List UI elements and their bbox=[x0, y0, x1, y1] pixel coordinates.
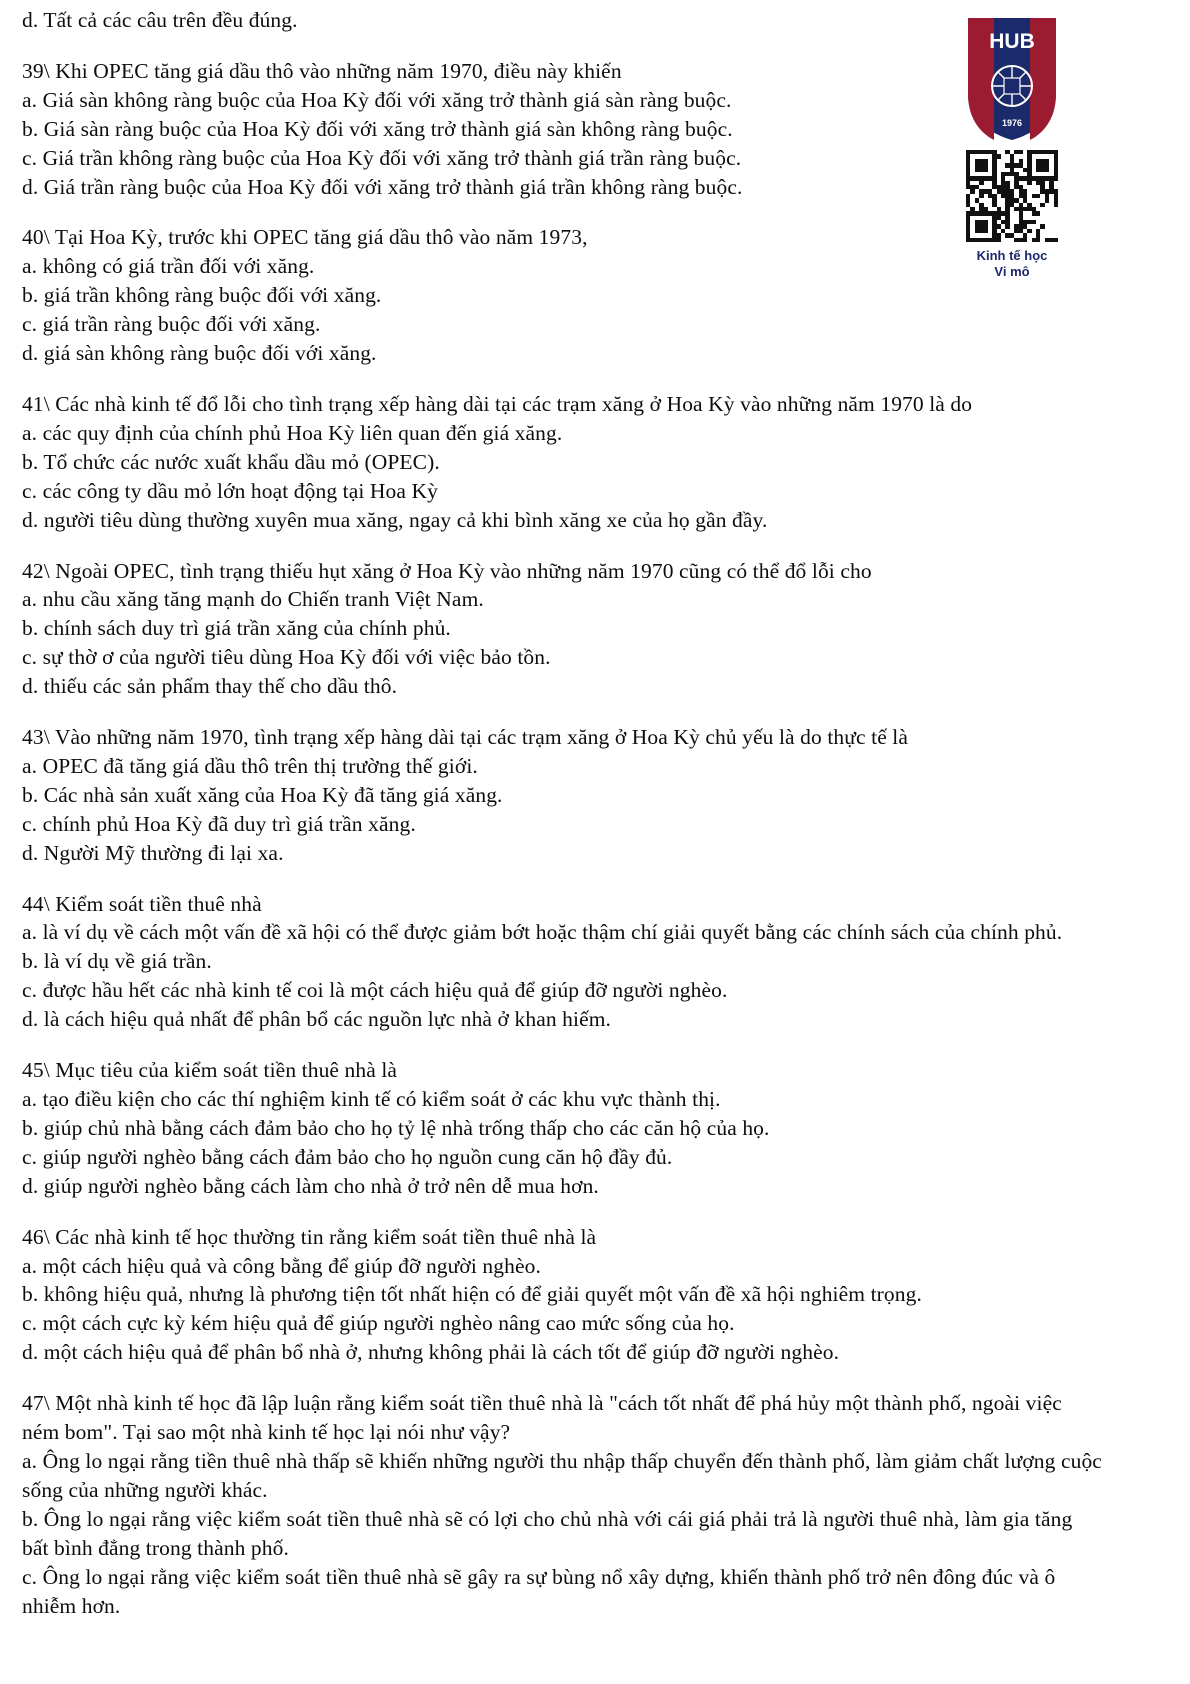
question-option: b. giá trần không ràng buộc đối với xăng. bbox=[22, 283, 382, 308]
question-option: a. Giá sàn không ràng buộc của Hoa Kỳ đối với xăng trở thành giá sàn ràng buộc. bbox=[22, 87, 732, 112]
question-option: a. không có giá trần đối với xăng. bbox=[22, 254, 315, 279]
question-stem: 39\ Khi OPEC tăng giá dầu thô vào những năm 1970, điều này khiến bbox=[22, 58, 622, 83]
question-stem: 41\ Các nhà kinh tế đổ lỗi cho tình trạng xếp hàng dài tại các trạm xăng ở Hoa Kỳ vào những năm 1970 là do bbox=[22, 391, 973, 416]
question-option: a. nhu cầu xăng tăng mạnh do Chiến tranh Việt Nam. bbox=[22, 587, 484, 612]
question-option: b. Giá sàn ràng buộc của Hoa Kỳ đối với xăng trở thành giá sàn không ràng buộc. bbox=[22, 116, 733, 141]
question-option: b. Ông lo ngại rằng việc kiểm soát tiền thuê nhà sẽ có lợi cho chủ nhà với cái giá phải trả là người thuê nhà, làm gia tăng bất bình đẳng trong thành phố. bbox=[22, 1506, 1073, 1560]
question-option: a. các quy định của chính phủ Hoa Kỳ liên quan đến giá xăng. bbox=[22, 420, 563, 445]
question-option: c. chính phủ Hoa Kỳ đã duy trì giá trần xăng. bbox=[22, 811, 416, 836]
question-option: c. Giá trần không ràng buộc của Hoa Kỳ đối với xăng trở thành giá trần ràng buộc. bbox=[22, 145, 742, 170]
question-option: b. Tổ chức các nước xuất khẩu dầu mỏ (OPEC). bbox=[22, 449, 440, 474]
question-option: a. một cách hiệu quả và công bằng để giúp đỡ người nghèo. bbox=[22, 1253, 541, 1278]
question-option: d. Người Mỹ thường đi lại xa. bbox=[22, 840, 284, 865]
svg-text:1976: 1976 bbox=[1001, 118, 1023, 128]
orphan-option-line: d. Tất cả các câu trên đều đúng. bbox=[22, 8, 298, 32]
orphan-option-block bbox=[22, 6, 1102, 35]
question-option: b. Các nhà sản xuất xăng của Hoa Kỳ đã tăng giá xăng. bbox=[22, 782, 503, 807]
question-option: a. OPEC đã tăng giá dầu thô trên thị trường thế giới. bbox=[22, 753, 478, 778]
question-option: d. một cách hiệu quả để phân bổ nhà ở, nhưng không phải là cách tốt để giúp đỡ người nghèo. bbox=[22, 1340, 840, 1365]
question-stem: 47\ Một nhà kinh tế học đã lập luận rằng kiểm soát tiền thuê nhà là "cách tốt nhất để phá hủy một thành phố, ngoài việc ném bom". Tại sao một nhà kinh tế học lại nói như vậy? bbox=[22, 1391, 1062, 1445]
question-option: d. thiếu các sản phẩm thay thế cho dầu thô. bbox=[22, 674, 398, 699]
question-option: c. sự thờ ơ của người tiêu dùng Hoa Kỳ đối với việc bảo tồn. bbox=[22, 645, 551, 670]
question-option: c. giúp người nghèo bằng cách đảm bảo cho họ nguồn cung căn hộ đầy đủ. bbox=[22, 1144, 673, 1169]
question-option: d. là cách hiệu quả nhất để phân bổ các nguồn lực nhà ở khan hiếm. bbox=[22, 1007, 612, 1032]
question-block-44 bbox=[22, 890, 1102, 1035]
document-content bbox=[22, 6, 1102, 1620]
question-option: d. giúp người nghèo bằng cách làm cho nhà ở trở nên dễ mua hơn. bbox=[22, 1173, 599, 1198]
question-stem: 46\ Các nhà kinh tế học thường tin rằng kiểm soát tiền thuê nhà là bbox=[22, 1224, 597, 1249]
question-block-40 bbox=[22, 223, 1102, 368]
question-block-41 bbox=[22, 390, 1102, 535]
question-block-45 bbox=[22, 1056, 1102, 1201]
question-option: c. được hầu hết các nhà kinh tế coi là một cách hiệu quả để giúp đỡ người nghèo. bbox=[22, 978, 728, 1003]
question-option: d. Giá trần ràng buộc của Hoa Kỳ đối với xăng trở thành giá trần không ràng buộc. bbox=[22, 174, 743, 199]
logo-caption-line1: Kinh tế học bbox=[976, 248, 1048, 263]
question-option: a. Ông lo ngại rằng tiền thuê nhà thấp sẽ khiến những người thu nhập thấp chuyển đến thành phố, làm giảm chất lượng cuộc sống của những người khác. bbox=[22, 1448, 1102, 1502]
question-option: b. là ví dụ về giá trần. bbox=[22, 949, 212, 974]
question-option: a. tạo điều kiện cho các thí nghiệm kinh tế có kiểm soát ở các khu vực thành thị. bbox=[22, 1087, 721, 1111]
question-stem: 42\ Ngoài OPEC, tình trạng thiếu hụt xăng ở Hoa Kỳ vào những năm 1970 cũng có thể đổ lỗi cho bbox=[22, 558, 872, 583]
svg-text:HUB: HUB bbox=[989, 30, 1035, 53]
question-option: b. chính sách duy trì giá trần xăng của chính phủ. bbox=[22, 616, 451, 641]
question-stem: 43\ Vào những năm 1970, tình trạng xếp hàng dài tại các trạm xăng ở Hoa Kỳ chủ yếu là do thực tế là bbox=[22, 725, 909, 750]
question-block-42 bbox=[22, 557, 1102, 702]
question-option: c. một cách cực kỳ kém hiệu quả để giúp người nghèo nâng cao mức sống của họ. bbox=[22, 1311, 735, 1336]
question-stem: 45\ Mục tiêu của kiểm soát tiền thuê nhà là bbox=[22, 1058, 398, 1083]
question-option: c. các công ty dầu mỏ lớn hoạt động tại Hoa Kỳ bbox=[22, 478, 438, 503]
question-block-46 bbox=[22, 1223, 1102, 1368]
question-option: a. là ví dụ về cách một vấn đề xã hội có thể được giảm bớt hoặc thậm chí giải quyết bằng các chính sách của chính phủ. bbox=[22, 920, 1063, 945]
question-stem: 40\ Tại Hoa Kỳ, trước khi OPEC tăng giá dầu thô vào năm 1973, bbox=[22, 225, 588, 250]
question-option: b. không hiệu quả, nhưng là phương tiện tốt nhất hiện có để giải quyết một vấn đề xã hội nghiêm trọng. bbox=[22, 1282, 922, 1307]
question-block-39 bbox=[22, 57, 1102, 202]
question-option: c. Ông lo ngại rằng việc kiểm soát tiền thuê nhà sẽ gây ra sự bùng nổ xây dựng, khiến thành phố trở nên đông đúc và ô nhiễm hơn. bbox=[22, 1564, 1056, 1618]
question-option: d. giá sàn không ràng buộc đối với xăng. bbox=[22, 341, 377, 366]
question-stem: 44\ Kiểm soát tiền thuê nhà bbox=[22, 891, 262, 916]
logo-caption-line2: Vi mô bbox=[994, 264, 1030, 280]
question-option: b. giúp chủ nhà bằng cách đảm bảo cho họ tỷ lệ nhà trống thấp cho các căn hộ của họ. bbox=[22, 1115, 770, 1140]
question-option: d. người tiêu dùng thường xuyên mua xăng, ngay cả khi bình xăng xe của họ gần đầy. bbox=[22, 507, 768, 532]
question-block-43 bbox=[22, 723, 1102, 868]
question-block-47 bbox=[22, 1389, 1102, 1620]
question-option: c. giá trần ràng buộc đối với xăng. bbox=[22, 312, 321, 337]
